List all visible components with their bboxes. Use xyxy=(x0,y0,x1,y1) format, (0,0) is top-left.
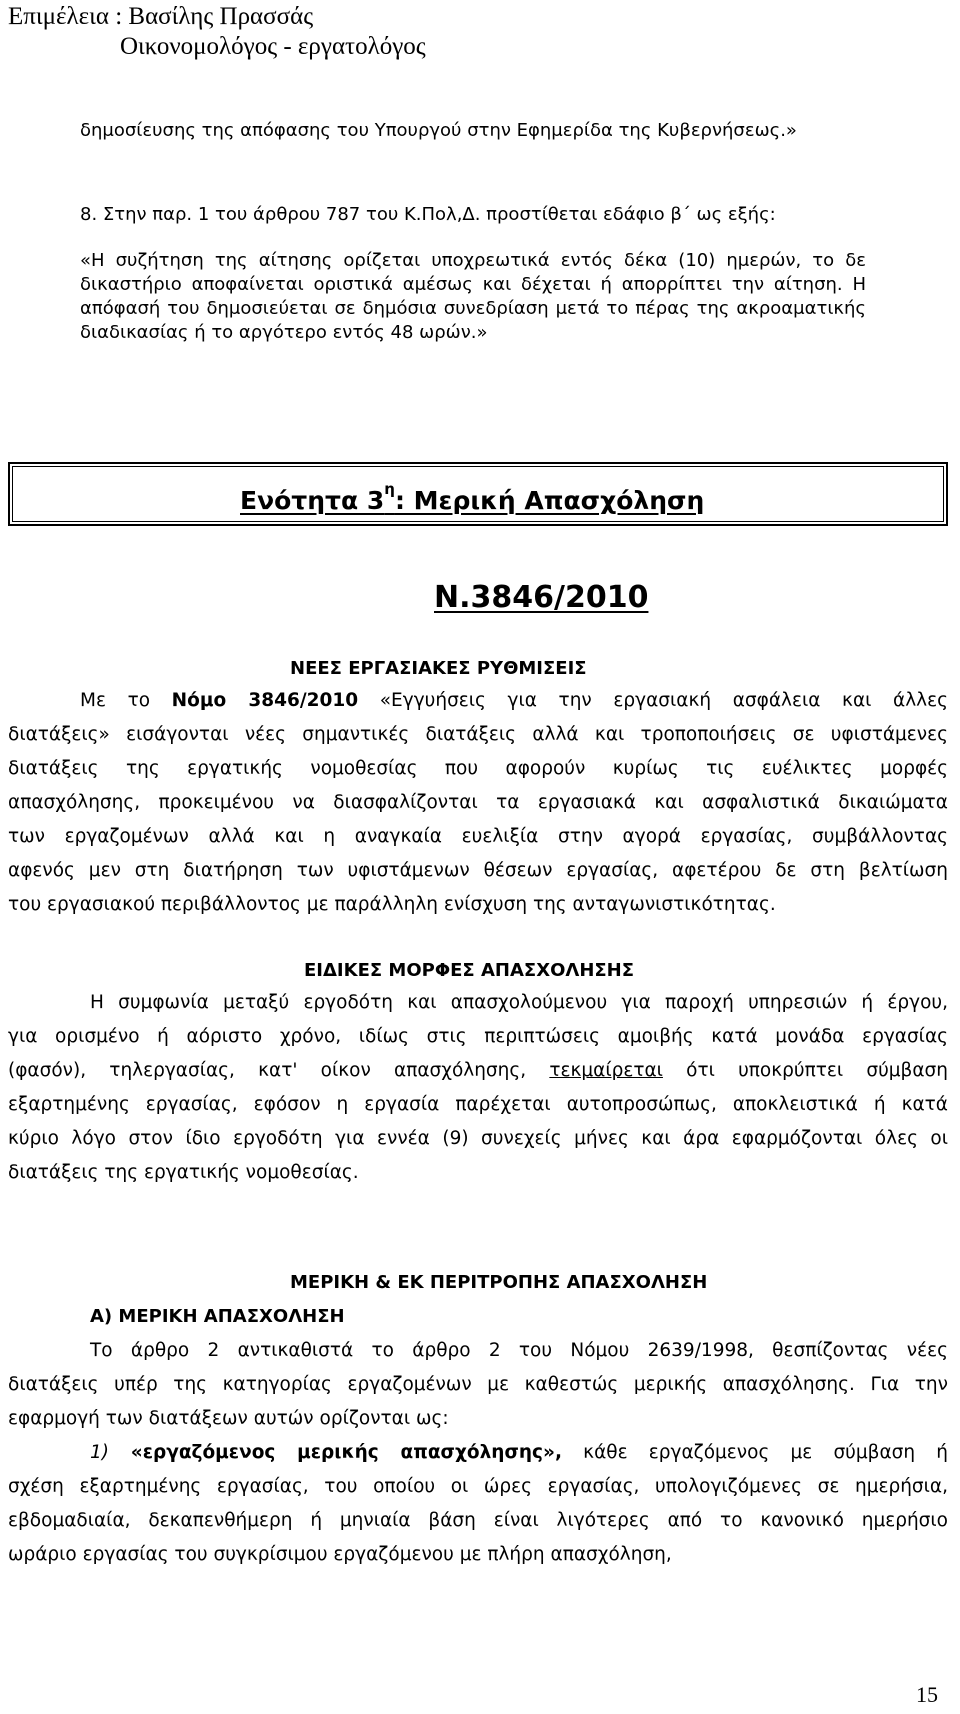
intro-line: δημοσίευσης της απόφασης του Υπουργού στην Εφημερίδα της Κυβερνήσεως.» xyxy=(80,120,797,141)
quote-line: δικαστήριο αποφαίνεται οριστικά αμέσως και δέχεται ή απορρίπτει την αίτηση. Η xyxy=(80,274,866,295)
partial-paragraph xyxy=(8,1340,948,1580)
partial-subheading: Α) ΜΕΡΙΚΗ ΑΠΑΣΧΟΛΗΣΗ xyxy=(90,1306,345,1327)
section-title: Ενότητα $3^\eta$: Μερική Απασχόληση xyxy=(240,480,705,515)
paragraph-line: των εργαζομένων αλλά και η αναγκαία ευελιξία στην αγορά εργασίας, συμβάλλοντας xyxy=(8,826,948,847)
quote-paragraph xyxy=(80,250,866,362)
paragraph-line: εβδομαδιαία, δεκαπενθήμερη ή μηνιαία βάση είναι λιγότερες από το κανονικό ημερήσιο xyxy=(8,1510,948,1531)
paragraph-line: Το άρθρο 2 αντικαθιστά το άρθρο 2 του Νόμου 2639/1998, θεσπίζοντας νέες xyxy=(90,1340,948,1361)
paragraph-line: διατάξεις υπέρ της κατηγορίας εργαζομένων με καθεστώς μερικής απασχόλησης. Για την xyxy=(8,1374,948,1395)
header-profession: Οικονομολόγος - εργατολόγος xyxy=(120,33,426,60)
law-number: Ν.3846/2010 xyxy=(434,580,649,615)
paragraph-line: Η συμφωνία μεταξύ εργοδότη και απασχολούμενου για παροχή υπηρεσιών ή έργου, xyxy=(90,992,948,1013)
paragraph-line: εξαρτημένης εργασίας, εφόσον η εργασία παρέχεται αυτοπροσώπως, αποκλειστικά ή κατά xyxy=(8,1094,948,1115)
paragraph-line: διατάξεις» εισάγονται νέες σημαντικές διατάξεις αλλά και τροποποιήσεις σε υφιστάμενες xyxy=(8,724,948,745)
paragraph-line: σχέση εξαρτημένης εργασίας, του οποίου οι ώρες εργασίας, υπολογιζόμενες σε ημερήσια, xyxy=(8,1476,948,1497)
new-rules-paragraph xyxy=(8,690,948,930)
paragraph-line: για ορισμένο ή αόριστο χρόνο, ιδίως στις περιπτώσεις αμοιβής κατά μονάδα εργασίας xyxy=(8,1026,948,1047)
paragraph-line: κύριο λόγο στον ίδιο εργοδότη για εννέα (9) συνεχείς μήνες και άρα εφαρμόζονται όλες οι xyxy=(8,1128,948,1149)
new-rules-heading: ΝΕΕΣ ΕΡΓΑΣΙΑΚΕΣ ΡΥΘΜΙΣΕΙΣ xyxy=(290,658,587,679)
page-number: 15 xyxy=(916,1682,938,1707)
quote-line: απόφασή του δημοσιεύεται σε δημόσια συνεδρίαση μετά το πέρας της ακροαματικής xyxy=(80,298,866,319)
paragraph-line: Με το Νόμο 3846/2010 «Εγγυήσεις για την εργασιακή ασφάλεια και άλλες xyxy=(80,690,948,711)
quote-line: διαδικασίας ή το αργότερο εντός 48 ωρών.» xyxy=(80,322,488,343)
item-8: 8. Στην παρ. 1 του άρθρου 787 του Κ.Πολ,Δ. προστίθεται εδάφιο β΄ ως εξής: xyxy=(80,204,776,225)
paragraph-line: (φασόν), τηλεργασίας, κατ' οίκον απασχόλησης, τεκμαίρεται ότι υποκρύπτει σύμβαση xyxy=(8,1060,948,1081)
paragraph-line: του εργασιακού περιβάλλοντος με παράλληλη ενίσχυση της ανταγωνιστικότητας. xyxy=(8,894,776,915)
definition-line: 1) «εργαζόμενος μερικής απασχόλησης», κάθε εργαζόμενος με σύμβαση ή xyxy=(90,1442,948,1463)
paragraph-line: εφαρμογή των διατάξεων αυτών ορίζονται ως: xyxy=(8,1408,449,1429)
paragraph-line: αφενός μεν στη διατήρηση των υφιστάμενων θέσεων εργασίας, αφετέρου δε στη βελτίωση xyxy=(8,860,948,881)
partial-heading: ΜΕΡΙΚΗ & ΕΚ ΠΕΡΙΤΡΟΠΗΣ ΑΠΑΣΧΟΛΗΣΗ xyxy=(290,1272,708,1293)
paragraph-line: απασχόλησης, προκειμένου να διασφαλίζονται τα εργασιακά και ασφαλιστικά δικαιώματα xyxy=(8,792,948,813)
quote-line: «Η συζήτηση της αίτησης ορίζεται υποχρεωτικά εντός δέκα (10) ημερών, το δε xyxy=(80,250,866,271)
header-editor: Επιμέλεια : Βασίλης Πρασσάς xyxy=(8,3,314,30)
special-forms-paragraph xyxy=(8,992,948,1198)
paragraph-line: διατάξεις της εργατικής νομοθεσίας που αφορούν κυρίως τις ευέλικτες μορφές xyxy=(8,758,948,779)
special-forms-heading: ΕΙΔΙΚΕΣ ΜΟΡΦΕΣ ΑΠΑΣΧΟΛΗΣΗΣ xyxy=(304,960,635,981)
paragraph-line: διατάξεις της εργατικής νομοθεσίας. xyxy=(8,1162,359,1183)
paragraph-line: ωράριο εργασίας του συγκρίσιμου εργαζόμενου με πλήρη απασχόληση, xyxy=(8,1544,672,1565)
